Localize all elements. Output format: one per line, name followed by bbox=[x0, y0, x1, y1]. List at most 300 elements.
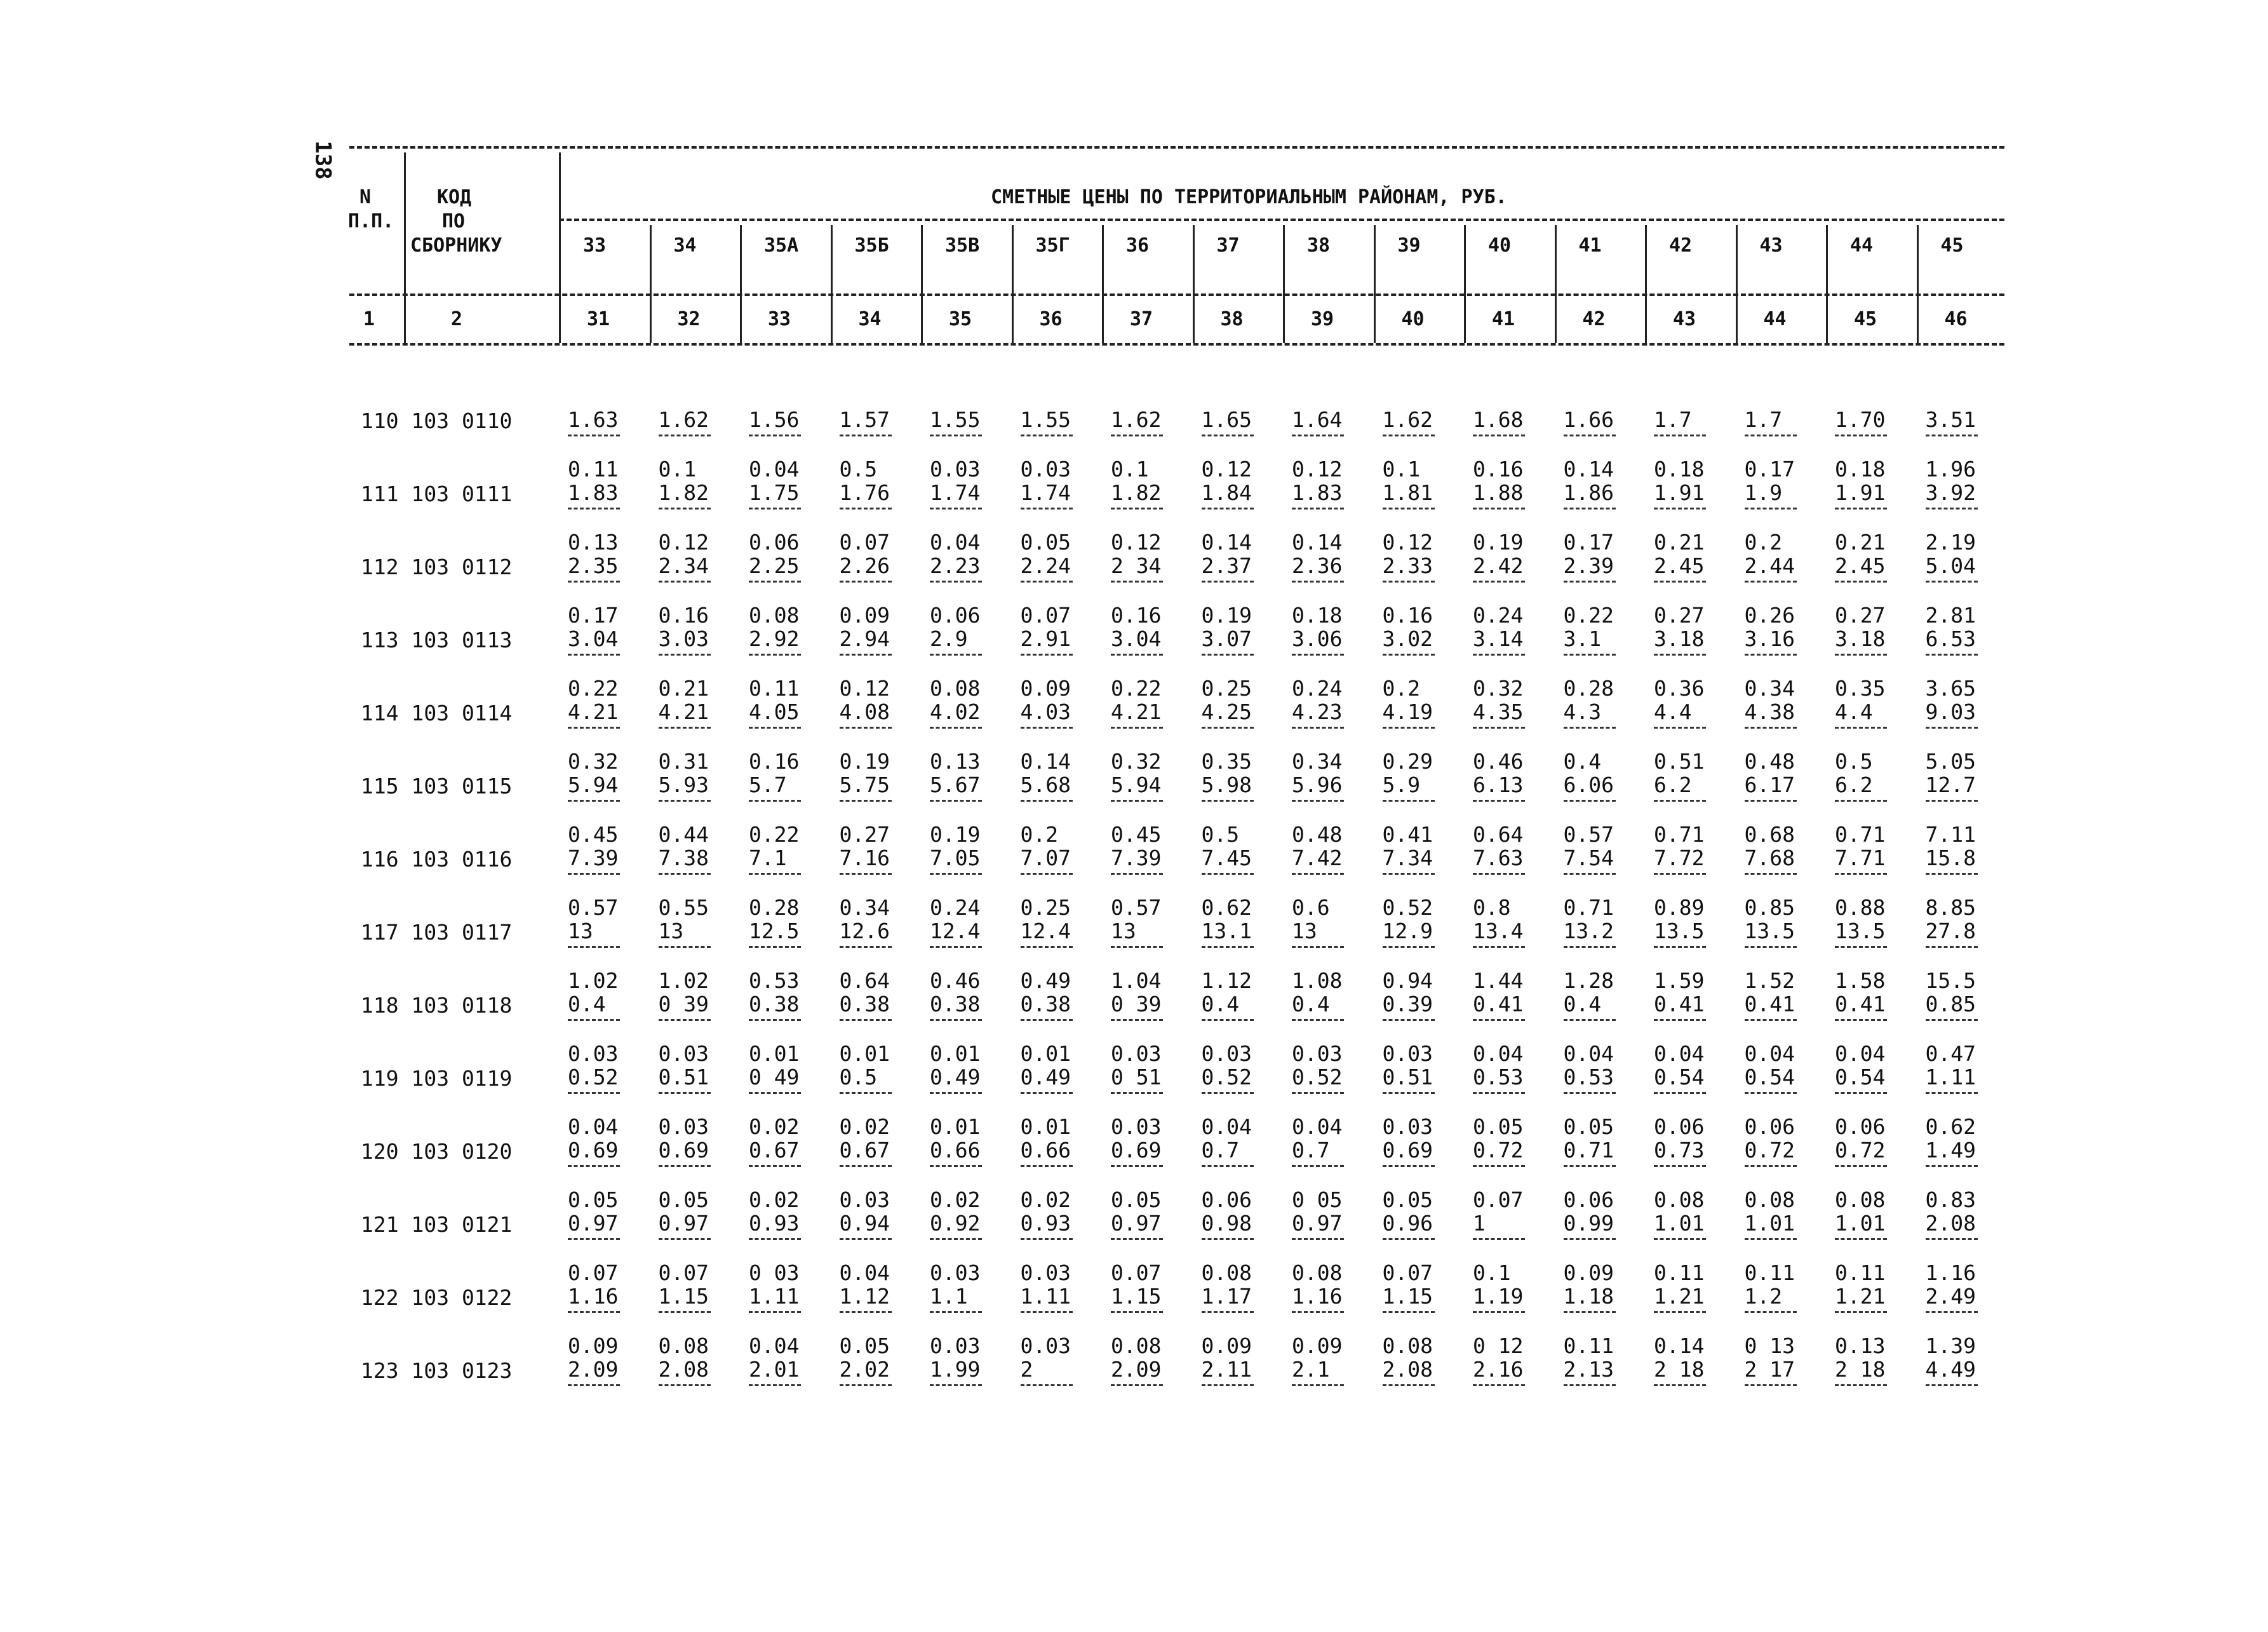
price-value: 0.38 bbox=[930, 992, 981, 1016]
price-value: 1.1 bbox=[930, 1284, 968, 1309]
price-value: 5.9 bbox=[1382, 772, 1421, 797]
price-fraction-value: 0.07 bbox=[658, 1260, 709, 1285]
price-value: 13.1 bbox=[1201, 919, 1252, 943]
price-value: 1.84 bbox=[1201, 480, 1252, 505]
fraction-dash bbox=[1926, 1238, 1978, 1240]
price-fraction-value: 0.64 bbox=[839, 968, 890, 993]
price-fraction-value: 0.41 bbox=[1382, 822, 1433, 847]
price-fraction-value: 0.57 bbox=[568, 895, 619, 920]
price-value: 1.68 bbox=[1473, 407, 1524, 432]
price-value: 2.01 bbox=[749, 1357, 800, 1382]
fraction-dash bbox=[930, 508, 982, 509]
price-value: 1.55 bbox=[1020, 407, 1071, 432]
price-fraction-value: 0.01 bbox=[839, 1041, 890, 1066]
district-header-14: 43 bbox=[1759, 234, 1783, 257]
fraction-dash bbox=[930, 654, 982, 656]
price-value: 0.97 bbox=[1292, 1211, 1343, 1236]
price-fraction-value: 0.2 bbox=[1382, 676, 1421, 701]
fraction-dash bbox=[1292, 581, 1344, 583]
price-value: 6.13 bbox=[1473, 772, 1524, 797]
fraction-dash bbox=[1021, 727, 1073, 729]
price-value: 0.41 bbox=[1744, 992, 1795, 1016]
price-value: 5.94 bbox=[1111, 772, 1162, 797]
price-fraction-value: 0.01 bbox=[930, 1041, 981, 1066]
price-value: 1.82 bbox=[1111, 480, 1162, 505]
price-fraction-value: 0.04 bbox=[1292, 1114, 1343, 1139]
fraction-dash bbox=[1292, 800, 1344, 802]
price-value: 2.45 bbox=[1654, 553, 1705, 578]
price-value: 1.15 bbox=[658, 1284, 709, 1309]
row-code: 122 103 0122 bbox=[361, 1285, 513, 1310]
price-value: 0.39 bbox=[1382, 992, 1433, 1016]
district-index-15: 45 bbox=[1854, 308, 1877, 330]
fraction-dash bbox=[930, 946, 982, 948]
price-value: 4.35 bbox=[1473, 699, 1524, 724]
price-value: 7.05 bbox=[930, 846, 981, 870]
fraction-dash bbox=[1473, 1311, 1525, 1313]
district-divider bbox=[650, 225, 652, 343]
price-fraction-value: 0.12 bbox=[658, 530, 709, 555]
price-value: 0.52 bbox=[568, 1065, 619, 1089]
fraction-dash bbox=[1383, 946, 1435, 948]
price-value: 3.18 bbox=[1835, 626, 1886, 651]
district-divider bbox=[1193, 225, 1195, 343]
price-value: 1.19 bbox=[1473, 1284, 1524, 1309]
price-fraction-value: 0.34 bbox=[1744, 676, 1795, 701]
price-fraction-value: 0.02 bbox=[749, 1114, 800, 1139]
price-fraction-value: 0.02 bbox=[930, 1187, 981, 1212]
fraction-dash bbox=[1835, 581, 1887, 583]
price-fraction-value: 0.19 bbox=[930, 822, 981, 847]
fraction-dash bbox=[840, 435, 892, 436]
fraction-dash bbox=[1021, 800, 1073, 802]
fraction-dash bbox=[659, 1384, 711, 1386]
price-value: 4.49 bbox=[1925, 1357, 1976, 1382]
fraction-dash bbox=[1926, 800, 1978, 802]
price-value: 0 49 bbox=[749, 1065, 800, 1089]
fraction-dash bbox=[1835, 800, 1887, 802]
fraction-dash bbox=[749, 1238, 801, 1240]
price-fraction-value: 1.96 bbox=[1925, 457, 1976, 482]
price-value: 2.94 bbox=[839, 626, 890, 651]
price-value: 13.5 bbox=[1654, 919, 1705, 943]
fraction-dash bbox=[1564, 1165, 1616, 1167]
price-value: 1 bbox=[1473, 1211, 1486, 1236]
price-value: 1.01 bbox=[1654, 1211, 1705, 1236]
header-sborniku-label: СБОРНИКУ bbox=[410, 234, 502, 257]
price-fraction-value: 0.48 bbox=[1744, 749, 1795, 774]
price-value: 0.96 bbox=[1382, 1211, 1433, 1236]
price-value: 13.2 bbox=[1563, 919, 1614, 943]
price-fraction-value: 0.08 bbox=[658, 1333, 709, 1358]
price-fraction-value: 0.03 bbox=[1020, 1333, 1071, 1358]
price-fraction-value: 0.03 bbox=[658, 1114, 709, 1139]
price-fraction-value: 1.16 bbox=[1925, 1260, 1976, 1285]
price-fraction-value: 0.04 bbox=[1654, 1041, 1705, 1066]
price-value: 4.4 bbox=[1654, 699, 1692, 724]
fraction-dash bbox=[749, 727, 801, 729]
price-fraction-value: 0.05 bbox=[1473, 1114, 1524, 1139]
price-fraction-value: 1.59 bbox=[1654, 968, 1705, 993]
district-divider bbox=[1826, 225, 1828, 343]
fraction-dash bbox=[1021, 508, 1073, 509]
price-fraction-value: 0.07 bbox=[1020, 603, 1071, 628]
fraction-dash bbox=[1745, 800, 1797, 802]
fraction-dash bbox=[1745, 1384, 1797, 1386]
fraction-dash bbox=[1021, 946, 1073, 948]
price-value: 0.4 bbox=[1292, 992, 1330, 1016]
fraction-dash bbox=[1292, 654, 1344, 656]
fraction-dash bbox=[930, 1019, 982, 1021]
price-fraction-value: 0.53 bbox=[749, 968, 800, 993]
fraction-dash bbox=[1654, 435, 1706, 436]
district-header-1: 33 bbox=[583, 234, 607, 257]
district-index-1: 31 bbox=[587, 308, 610, 330]
district-index-6: 36 bbox=[1039, 308, 1063, 330]
price-fraction-value: 3.65 bbox=[1925, 676, 1976, 701]
fraction-dash bbox=[1383, 873, 1435, 875]
price-fraction-value: 0.18 bbox=[1292, 603, 1343, 628]
fraction-dash bbox=[1835, 1238, 1887, 1240]
price-fraction-value: 0.07 bbox=[839, 530, 890, 555]
price-fraction-value: 0.51 bbox=[1654, 749, 1705, 774]
fraction-dash bbox=[1835, 654, 1887, 656]
price-value: 0.72 bbox=[1744, 1138, 1795, 1163]
price-value: 1.11 bbox=[749, 1284, 800, 1309]
price-fraction-value: 0.04 bbox=[1473, 1041, 1524, 1066]
fraction-dash bbox=[1292, 1238, 1344, 1240]
price-fraction-value: 0.71 bbox=[1563, 895, 1614, 920]
price-value: 0.53 bbox=[1563, 1065, 1614, 1089]
price-fraction-value: 0.4 bbox=[1563, 749, 1602, 774]
header-n-label: N bbox=[359, 186, 372, 208]
price-value: 0.49 bbox=[930, 1065, 981, 1089]
price-value: 0.93 bbox=[749, 1211, 800, 1236]
price-fraction-value: 1.02 bbox=[568, 968, 619, 993]
price-fraction-value: 0.04 bbox=[1744, 1041, 1795, 1066]
price-value: 7.42 bbox=[1292, 846, 1343, 870]
fraction-dash bbox=[568, 1165, 620, 1167]
fraction-dash bbox=[1654, 1238, 1706, 1240]
fraction-dash bbox=[1111, 435, 1163, 436]
fraction-dash bbox=[1111, 800, 1163, 802]
district-index-12: 42 bbox=[1582, 308, 1606, 330]
price-fraction-value: 0.07 bbox=[1382, 1260, 1433, 1285]
price-fraction-value: 0.04 bbox=[749, 1333, 800, 1358]
price-fraction-value: 0.07 bbox=[1111, 1260, 1162, 1285]
fraction-dash bbox=[1202, 800, 1254, 802]
price-fraction-value: 0.08 bbox=[749, 603, 800, 628]
fraction-dash bbox=[1654, 873, 1706, 875]
fraction-dash bbox=[930, 873, 982, 875]
price-fraction-value: 0.22 bbox=[1563, 603, 1614, 628]
price-value: 9.03 bbox=[1925, 699, 1976, 724]
price-fraction-value: 0.1 bbox=[1382, 457, 1421, 482]
price-value: 12.5 bbox=[749, 919, 800, 943]
price-fraction-value: 0.16 bbox=[1111, 603, 1162, 628]
price-value: 1.74 bbox=[930, 480, 981, 505]
price-fraction-value: 0.28 bbox=[749, 895, 800, 920]
price-value: 0.69 bbox=[658, 1138, 709, 1163]
price-fraction-value: 0.2 bbox=[1744, 530, 1783, 555]
price-value: 0.93 bbox=[1020, 1211, 1071, 1236]
price-fraction-value: 0.09 bbox=[1292, 1333, 1343, 1358]
fraction-dash bbox=[930, 1165, 982, 1167]
price-value: 1.81 bbox=[1382, 480, 1433, 505]
price-fraction-value: 1.12 bbox=[1201, 968, 1252, 993]
price-value: 7.16 bbox=[839, 846, 890, 870]
fraction-dash bbox=[1926, 1165, 1978, 1167]
fraction-dash bbox=[1021, 1311, 1073, 1313]
price-fraction-value: 0.01 bbox=[749, 1041, 800, 1066]
fraction-dash bbox=[1202, 1019, 1254, 1021]
fraction-dash bbox=[1564, 946, 1616, 948]
price-fraction-value: 0.18 bbox=[1654, 457, 1705, 482]
price-fraction-value: 0.19 bbox=[1201, 603, 1252, 628]
price-fraction-value: 0.5 bbox=[1835, 749, 1873, 774]
fraction-dash bbox=[1111, 508, 1163, 509]
price-fraction-value: 0.1 bbox=[1473, 1260, 1511, 1285]
price-value: 0.73 bbox=[1654, 1138, 1705, 1163]
fraction-dash bbox=[930, 435, 982, 436]
price-value: 0.67 bbox=[749, 1138, 800, 1163]
price-fraction-value: 0.22 bbox=[1111, 676, 1162, 701]
fraction-dash bbox=[1745, 1238, 1797, 1240]
fraction-dash bbox=[659, 1092, 711, 1094]
price-fraction-value: 0.62 bbox=[1201, 895, 1252, 920]
fraction-dash bbox=[840, 1311, 892, 1313]
price-fraction-value: 1.58 bbox=[1835, 968, 1886, 993]
price-value: 1.11 bbox=[1020, 1284, 1071, 1309]
fraction-dash bbox=[1202, 946, 1254, 948]
price-fraction-value: 0.11 bbox=[1654, 1260, 1705, 1285]
fraction-dash bbox=[840, 1165, 892, 1167]
fraction-dash bbox=[659, 873, 711, 875]
fraction-dash bbox=[1745, 1165, 1797, 1167]
district-index-2: 32 bbox=[677, 308, 701, 330]
price-value: 1.62 bbox=[1111, 407, 1162, 432]
fraction-dash bbox=[1564, 508, 1616, 509]
price-fraction-value: 0.21 bbox=[1835, 530, 1886, 555]
fraction-dash bbox=[840, 1092, 892, 1094]
fraction-dash bbox=[749, 508, 801, 509]
price-fraction-value: 0.17 bbox=[1563, 530, 1614, 555]
price-value: 2.24 bbox=[1020, 553, 1071, 578]
header-col-divider-2 bbox=[559, 152, 561, 343]
price-fraction-value: 0.22 bbox=[568, 676, 619, 701]
price-fraction-value: 0.14 bbox=[1654, 1333, 1705, 1358]
price-fraction-value: 0.24 bbox=[1292, 676, 1343, 701]
price-value: 2.42 bbox=[1473, 553, 1524, 578]
fraction-dash bbox=[1111, 1311, 1163, 1313]
price-value: 1.70 bbox=[1835, 407, 1886, 432]
price-value: 7.07 bbox=[1020, 846, 1071, 870]
price-value: 6.53 bbox=[1925, 626, 1976, 651]
price-fraction-value: 0.16 bbox=[1473, 457, 1524, 482]
price-fraction-value: 0.27 bbox=[839, 822, 890, 847]
price-value: 4.21 bbox=[1111, 699, 1162, 724]
price-fraction-value: 0.16 bbox=[658, 603, 709, 628]
price-value: 0.4 bbox=[568, 992, 606, 1016]
fraction-dash bbox=[1473, 1384, 1525, 1386]
fraction-dash bbox=[1111, 654, 1163, 656]
price-fraction-value: 0.5 bbox=[839, 457, 878, 482]
price-value: 3.51 bbox=[1925, 407, 1976, 432]
price-fraction-value: 0.85 bbox=[1744, 895, 1795, 920]
price-value: 1.75 bbox=[749, 480, 800, 505]
price-fraction-value: 0.19 bbox=[839, 749, 890, 774]
fraction-dash bbox=[1383, 1165, 1435, 1167]
price-value: 1.01 bbox=[1835, 1211, 1886, 1236]
price-value: 3.92 bbox=[1925, 480, 1976, 505]
fraction-dash bbox=[749, 654, 801, 656]
price-fraction-value: 0.19 bbox=[1473, 530, 1524, 555]
fraction-dash bbox=[568, 727, 620, 729]
fraction-dash bbox=[749, 800, 801, 802]
fraction-dash bbox=[568, 946, 620, 948]
fraction-dash bbox=[1111, 581, 1163, 583]
fraction-dash bbox=[1835, 508, 1887, 509]
district-divider bbox=[740, 225, 742, 343]
price-value: 0.66 bbox=[1020, 1138, 1071, 1163]
price-fraction-value: 0.62 bbox=[1925, 1114, 1976, 1139]
fraction-dash bbox=[1292, 1092, 1344, 1094]
district-header-10: 39 bbox=[1397, 234, 1421, 257]
price-fraction-value: 0.03 bbox=[930, 1333, 981, 1358]
price-fraction-value: 0.28 bbox=[1563, 676, 1614, 701]
price-fraction-value: 0.08 bbox=[1654, 1187, 1705, 1212]
price-value: 0.38 bbox=[839, 992, 890, 1016]
price-fraction-value: 0.32 bbox=[1473, 676, 1524, 701]
price-value: 1.11 bbox=[1925, 1065, 1976, 1089]
fraction-dash bbox=[1111, 873, 1163, 875]
price-fraction-value: 0.16 bbox=[1382, 603, 1433, 628]
fraction-dash bbox=[1745, 654, 1797, 656]
price-fraction-value: 0.02 bbox=[1020, 1187, 1071, 1212]
fraction-dash bbox=[1383, 1311, 1435, 1313]
fraction-dash bbox=[749, 1311, 801, 1313]
fraction-dash bbox=[1383, 1019, 1435, 1021]
price-value: 0.38 bbox=[749, 992, 800, 1016]
price-value: 13.5 bbox=[1744, 919, 1795, 943]
fraction-dash bbox=[1021, 581, 1073, 583]
fraction-dash bbox=[1202, 727, 1254, 729]
row-code: 113 103 0113 bbox=[361, 628, 513, 652]
fraction-dash bbox=[1473, 435, 1525, 436]
fraction-dash bbox=[930, 1311, 982, 1313]
fraction-dash bbox=[1202, 435, 1254, 436]
fraction-dash bbox=[568, 508, 620, 509]
price-fraction-value: 0.05 bbox=[1563, 1114, 1614, 1139]
district-index-14: 44 bbox=[1763, 308, 1787, 330]
fraction-dash bbox=[749, 1092, 801, 1094]
price-fraction-value: 0.01 bbox=[1020, 1114, 1071, 1139]
fraction-dash bbox=[659, 581, 711, 583]
price-fraction-value: 0.08 bbox=[1292, 1260, 1343, 1285]
price-fraction-value: 0.08 bbox=[930, 676, 981, 701]
price-fraction-value: 0.03 bbox=[1111, 1114, 1162, 1139]
fraction-dash bbox=[1292, 1384, 1344, 1386]
price-fraction-value: 0.88 bbox=[1835, 895, 1886, 920]
price-value: 6.2 bbox=[1835, 772, 1873, 797]
price-value: 3.1 bbox=[1563, 626, 1602, 651]
fraction-dash bbox=[568, 1019, 620, 1021]
fraction-dash bbox=[1383, 1238, 1435, 1240]
fraction-dash bbox=[930, 800, 982, 802]
price-value: 1.74 bbox=[1020, 480, 1071, 505]
district-divider bbox=[1917, 225, 1919, 343]
row-code: 110 103 0110 bbox=[361, 408, 513, 433]
district-index-7: 37 bbox=[1130, 308, 1153, 330]
price-value: 13.4 bbox=[1473, 919, 1524, 943]
price-value: 1.21 bbox=[1654, 1284, 1705, 1309]
fraction-dash bbox=[840, 1238, 892, 1240]
price-value: 13 bbox=[1292, 919, 1317, 943]
fraction-dash bbox=[1745, 873, 1797, 875]
fraction-dash bbox=[840, 654, 892, 656]
price-fraction-value: 0.09 bbox=[839, 603, 890, 628]
price-fraction-value: 0.11 bbox=[1744, 1260, 1795, 1285]
fraction-dash bbox=[749, 1165, 801, 1167]
price-fraction-value: 0.68 bbox=[1744, 822, 1795, 847]
price-value: 0.38 bbox=[1020, 992, 1071, 1016]
price-fraction-value: 0.09 bbox=[1020, 676, 1071, 701]
price-value: 7.38 bbox=[658, 846, 709, 870]
fraction-dash bbox=[1926, 1092, 1978, 1094]
price-fraction-value: 0.45 bbox=[1111, 822, 1162, 847]
fraction-dash bbox=[1473, 581, 1525, 583]
fraction-dash bbox=[1383, 654, 1435, 656]
fraction-dash bbox=[659, 508, 711, 509]
fraction-dash bbox=[1383, 727, 1435, 729]
price-fraction-value: 0.04 bbox=[1563, 1041, 1614, 1066]
price-fraction-value: 0.29 bbox=[1382, 749, 1433, 774]
price-fraction-value: 0.44 bbox=[658, 822, 709, 847]
fraction-dash bbox=[840, 1384, 892, 1386]
price-value: 2.16 bbox=[1473, 1357, 1524, 1382]
fraction-dash bbox=[749, 1384, 801, 1386]
price-value: 3.18 bbox=[1654, 626, 1705, 651]
price-fraction-value: 0.14 bbox=[1020, 749, 1071, 774]
price-value: 0.53 bbox=[1473, 1065, 1524, 1089]
district-divider bbox=[1736, 225, 1738, 343]
price-value: 1.66 bbox=[1563, 407, 1614, 432]
price-value: 2.44 bbox=[1744, 553, 1795, 578]
price-fraction-value: 0.89 bbox=[1654, 895, 1705, 920]
row-code: 119 103 0119 bbox=[361, 1066, 513, 1091]
price-value: 0.41 bbox=[1473, 992, 1524, 1016]
price-fraction-value: 0.12 bbox=[839, 676, 890, 701]
fraction-dash bbox=[1202, 581, 1254, 583]
fraction-dash bbox=[1202, 508, 1254, 509]
price-value: 1.91 bbox=[1835, 480, 1886, 505]
price-fraction-value: 1.08 bbox=[1292, 968, 1343, 993]
price-value: 2.34 bbox=[658, 553, 709, 578]
header-kod-label: КОД bbox=[437, 186, 472, 208]
fraction-dash bbox=[1473, 873, 1525, 875]
fraction-dash bbox=[1745, 581, 1797, 583]
price-value: 7.34 bbox=[1382, 846, 1433, 870]
price-fraction-value: 0.34 bbox=[1292, 749, 1343, 774]
price-value: 0.92 bbox=[930, 1211, 981, 1236]
price-value: 1.56 bbox=[749, 407, 800, 432]
fraction-dash bbox=[1745, 435, 1797, 436]
price-value: 13.5 bbox=[1835, 919, 1886, 943]
price-value: 0.72 bbox=[1473, 1138, 1524, 1163]
price-fraction-value: 0.64 bbox=[1473, 822, 1524, 847]
price-fraction-value: 0.17 bbox=[1744, 457, 1795, 482]
price-fraction-value: 0.35 bbox=[1835, 676, 1886, 701]
